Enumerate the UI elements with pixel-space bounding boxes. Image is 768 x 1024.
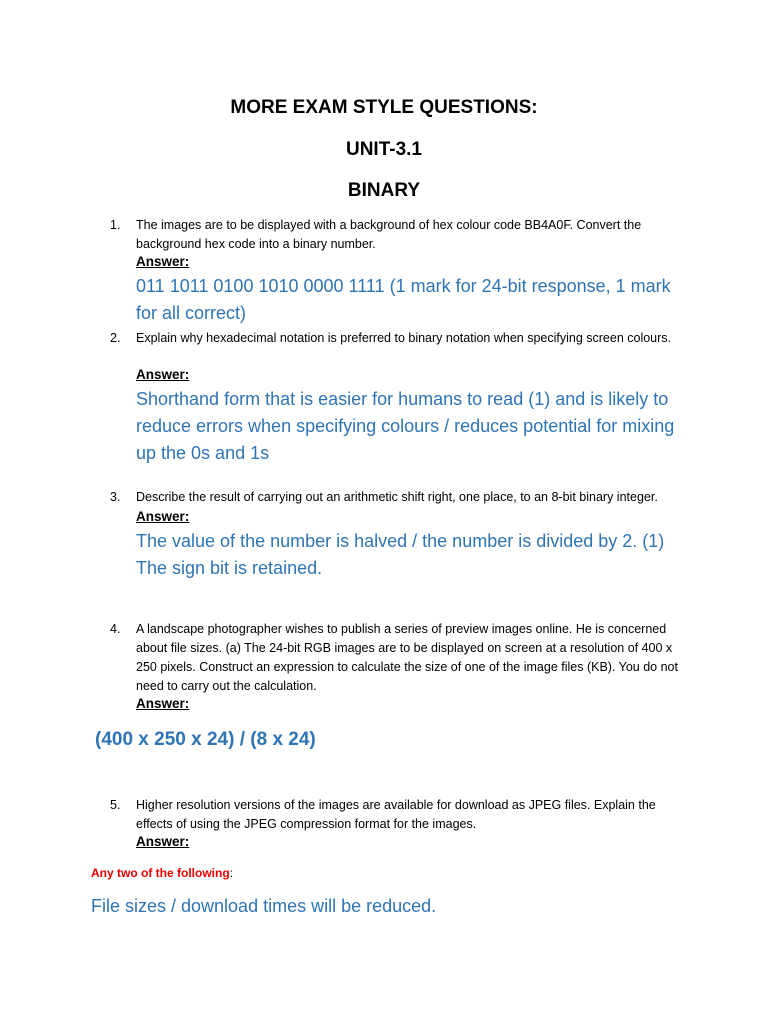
topic-heading: BINARY [347, 180, 421, 201]
question-number: 2. [110, 331, 121, 345]
answer-2: Shorthand form that is easier for humans to read (1) and is likely to reduce errors when specifying colours / reduces potential for mixing up the 0s and 1s [136, 389, 675, 463]
answer-5: File sizes / download times will be reduced. [91, 896, 437, 916]
question-text: A landscape photographer wishes to publish a series of preview images online. He is concerned about file sizes. (a) The 24-bit RGB images are to be displayed on screen at a resolution of 400 x 250 pixels. Construct an expression to calculate the size of one of the image files (KB). You do not need to carry out the calculation. [136, 622, 678, 693]
question-number: 5. [110, 798, 121, 812]
question-number: 3. [110, 490, 121, 504]
answer-label-4: Answer: [136, 696, 190, 711]
question-text: The images are to be displayed with a background of hex colour code BB4A0F. Convert the background hex code into a binary number. [136, 218, 642, 251]
question-number: 4. [110, 622, 121, 636]
answer-label-2: Answer: [136, 367, 190, 382]
answer-1: 011 1011 0100 1010 0000 1111 (1 mark for 24-bit response, 1 mark for all correct) [136, 276, 671, 323]
answer-label-3: Answer: [136, 509, 190, 524]
any-two-note [91, 866, 233, 880]
note-colon: : [229, 866, 233, 880]
question-text: Describe the result of carrying out an arithmetic shift right, one place, to an 8-bit binary integer. [136, 490, 658, 504]
question-text: Explain why hexadecimal notation is preferred to binary notation when specifying screen colours. [136, 331, 672, 345]
answer-3: The value of the number is halved / the number is divided by 2. (1) The sign bit is retained. [136, 531, 665, 578]
question-number: 1. [110, 218, 121, 232]
page-title: MORE EXAM STYLE QUESTIONS: [230, 97, 538, 118]
answer-label-5: Answer: [136, 834, 190, 849]
unit-heading: UNIT-3.1 [345, 139, 423, 160]
question-text: Higher resolution versions of the images are available for download as JPEG files. Explain the effects of using the JPEG compression format for the images. [136, 798, 656, 831]
answer-label-1: Answer: [136, 254, 190, 269]
answer-4: (400 x 250 x 24) / (8 x 24) [95, 729, 316, 750]
note-text: Any two of the following [91, 866, 230, 880]
